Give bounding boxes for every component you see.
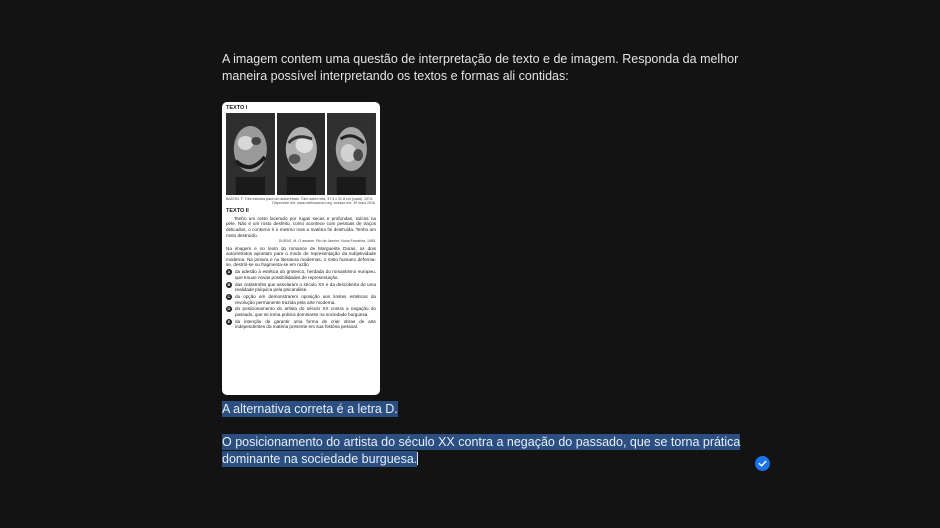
option-text: da intenção de garantir uma forma de criar obras de arte independentes da matéria presente em sua história pessoal.: [235, 318, 376, 330]
option-item: [226, 306, 376, 317]
explanation-text[interactable]: [222, 434, 762, 468]
option-text: da opção em demonstrarem oposição aos limites estéticos da revolução permanente trazida pela arte moderna.: [235, 294, 376, 305]
option-letter: D: [227, 306, 231, 312]
painting-caption: BACON, F. Três estudos para um autorretrato. Óleo sobre tela, 37,5 x 31,8 cm (cada). 1974.: [226, 197, 374, 201]
option-text: do posicionamento do artista do século XX contra a negação do passado, que se torna prática dominante na sociedade burguesa.: [235, 306, 376, 317]
painting-source: Disponível em: www.metmuseum.org. Acesso em: 30 maio 2016.: [272, 201, 376, 206]
portrait-panel: [226, 113, 275, 195]
user-prompt: A imagem contem uma questão de interpretação de texto e de imagem. Responda da melhor maneira possível interpretando os textos e formas ali contidas:: [222, 52, 739, 83]
texto1-label: TEXTO I: [226, 105, 248, 111]
answer-text[interactable]: [222, 401, 398, 418]
option-item: [226, 294, 376, 305]
portrait-panel: [277, 113, 326, 195]
question-stem: Na imagem e no texto do romance de Marguerite Duras, os dois autorretratos apontam para o modo de representação da subjetividade moderna. Na pintura e na literatura modernas, o rosto humano deforma-se, destrói-se ou fragmenta-se em razão: [226, 245, 376, 268]
option-item: [226, 269, 376, 280]
option-item: [226, 319, 376, 330]
option-letter: C: [227, 294, 231, 300]
attached-image[interactable]: [222, 102, 380, 395]
options-list: [226, 269, 376, 329]
texto2-label: TEXTO II: [226, 207, 249, 214]
option-text: da adesão à estética do grotesco, herdada do romantismo europeu, que trouxe novas possibilidades de representação.: [235, 269, 376, 280]
answer-highlight[interactable]: A alternativa correta é a letra D.: [222, 402, 398, 416]
portrait-panel: [327, 113, 376, 195]
texto2-body: Tenho um rosto lacerado por rugas secas e profundas, sulcos na pele. Não é um rosto desfeito, como acontece com pessoas de traços delicados, o contorno é o mesmo mas a matéria foi destruída. Tenho um rosto destruído.: [226, 215, 376, 238]
explanation-highlight[interactable]: O posicionamento do artista do século XX contra a negação do passado, que se torna prática dominante na sociedade burguesa.: [222, 435, 741, 466]
text-cursor: [417, 452, 418, 465]
option-letter: A: [227, 269, 231, 275]
texto2-source: DURAS, M. O amante. Rio de Janeiro: Nova Fronteira, 1985.: [278, 239, 376, 244]
option-item: [226, 282, 376, 293]
option-letter: E: [227, 318, 231, 324]
painting-triptych: [226, 113, 376, 195]
check-circle-icon[interactable]: [755, 456, 770, 471]
option-text: das catástrofes que assolaram o século XX e da descoberta de uma realidade psíquica pela psicanálise.: [235, 281, 376, 293]
option-letter: B: [227, 281, 231, 287]
